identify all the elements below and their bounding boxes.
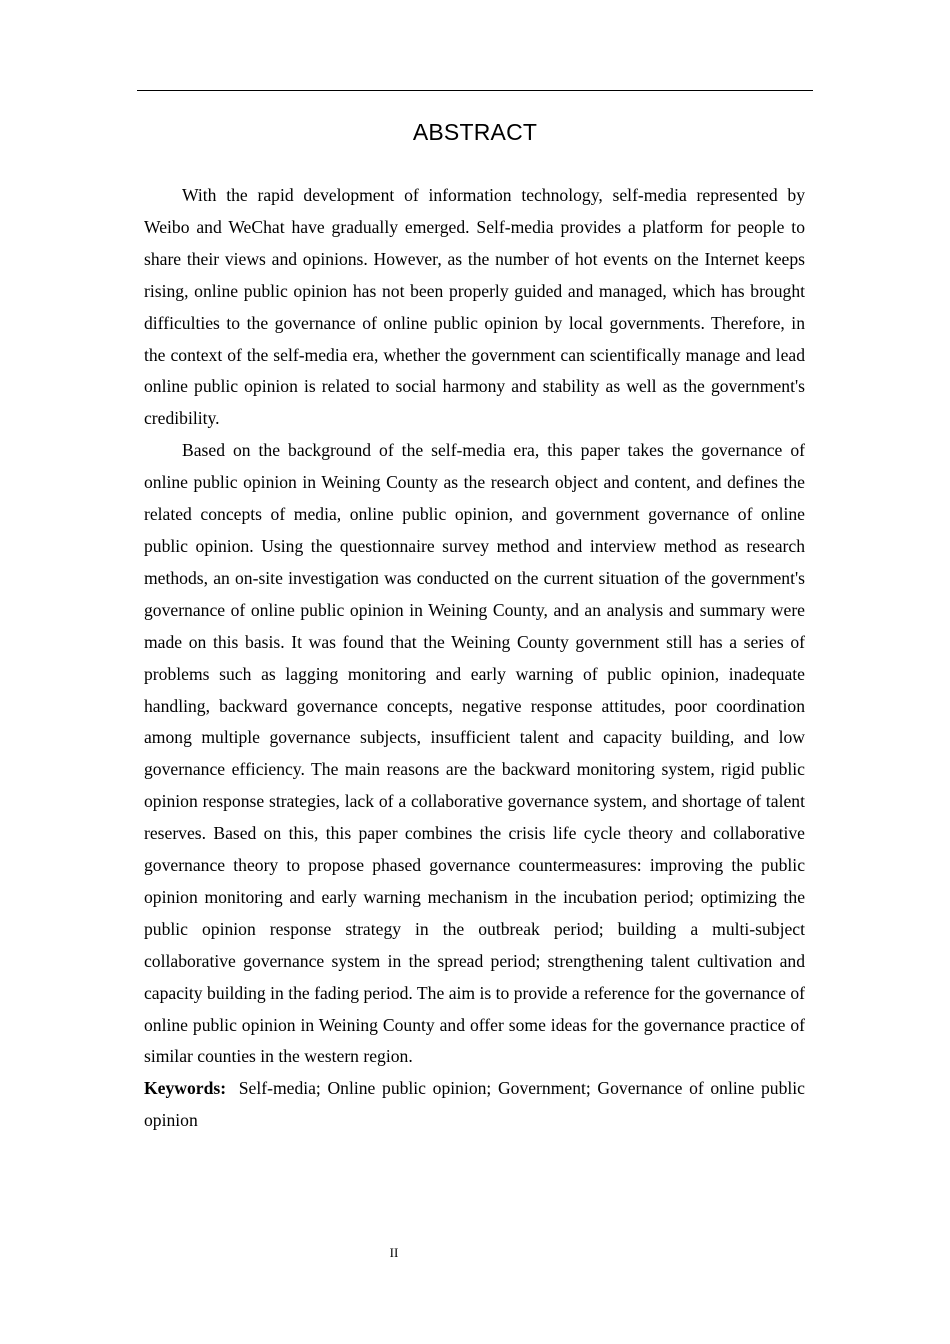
page-title: ABSTRACT xyxy=(412,119,538,145)
keywords-line xyxy=(144,1073,805,1137)
abstract-paragraph-1: With the rapid development of information technology, self-media represented by Weibo and WeChat have gradually emerged. Self-media provides a platform for people to share their views and opinions. However, as the number of hot events on the Internet keeps rising, online public opinion has not been properly guided and managed, which has brought difficulties to the governance of online public opinion by local governments. Therefore, in the context of the self-media era, whether the government can scientifically manage and lead online public opinion is related to social harmony and stability as well as the government's credibility. xyxy=(144,185,805,429)
abstract-paragraph-2: Based on the background of the self-media era, this paper takes the governance of online public opinion in Weining County as the research object and content, and defines the related concepts of media, online public opinion, and government governance of online public opinion. Using the questionnaire survey method and interview method as research methods, an on-site investigation was conducted on the current situation of the government's governance of online public opinion in Weining County, and an analysis and summary were made on this basis. It was found that the Weining County government still has a series of problems such as lagging monitoring and early warning of public opinion, inadequate handling, backward governance concepts, negative response attitudes, poor coordination among multiple governance subjects, insufficient talent and capacity building, and low governance efficiency. The main reasons are the backward monitoring system, rigid public opinion response strategies, lack of a collaborative governance system, and shortage of talent reserves. Based on this, this paper combines the crisis life cycle theory and collaborative governance theory to propose phased governance countermeasures: improving the public opinion monitoring and early warning mechanism in the incubation period; optimizing the public opinion response strategy in the outbreak period; building a multi-subject collaborative governance system in the spread period; strengthening talent cultivation and capacity building in the fading period. The aim is to provide a reference for the governance of online public opinion in Weining County and offer some ideas for the governance practice of similar counties in the western region. xyxy=(144,440,805,1067)
page-number: II xyxy=(389,1245,399,1260)
keywords-label: Keywords: xyxy=(144,1078,227,1099)
abstract-body xyxy=(144,180,805,1137)
header-rule xyxy=(137,90,813,91)
keywords-text: Self-media; Online public opinion; Government; Governance of online public opinion xyxy=(144,1078,805,1131)
